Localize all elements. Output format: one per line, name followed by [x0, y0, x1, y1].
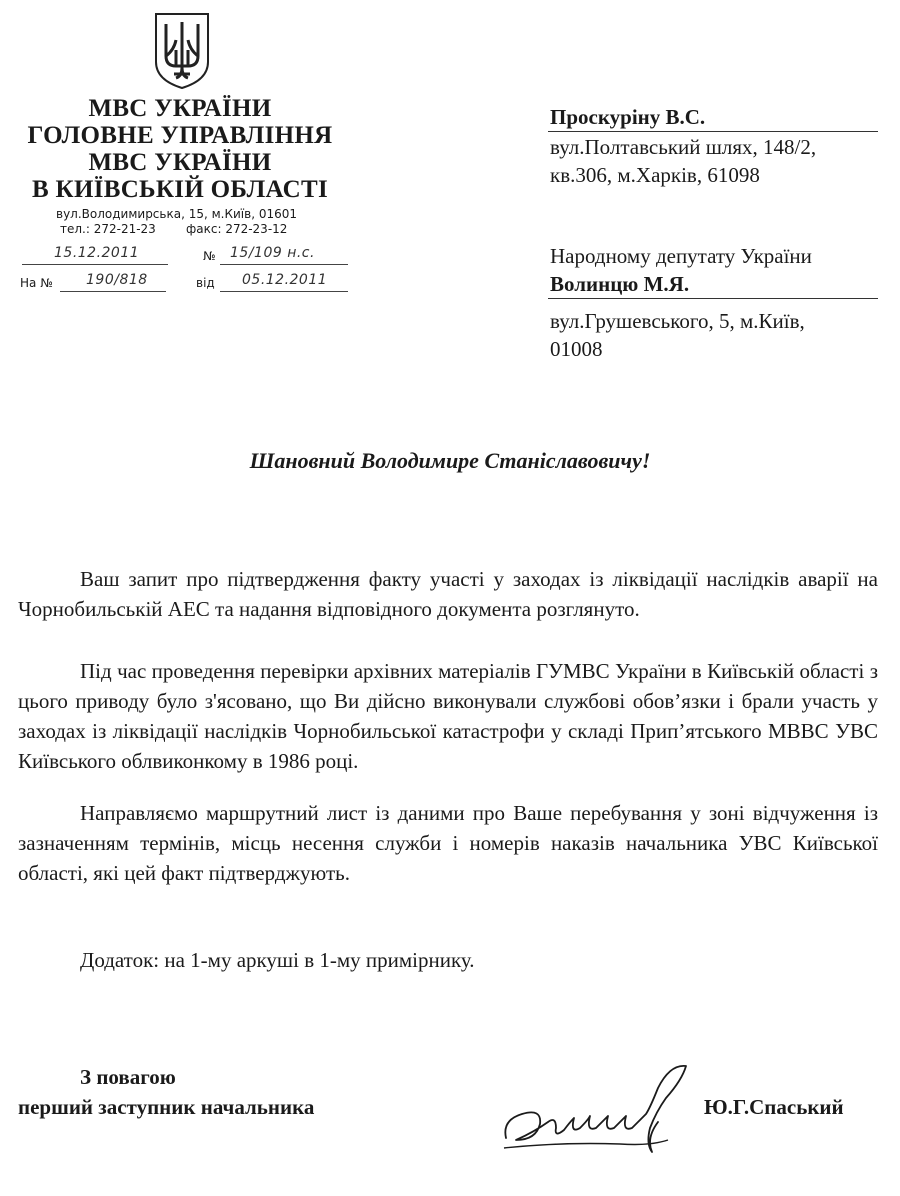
org-line-2: ГОЛОВНЕ УПРАВЛІННЯ	[27, 122, 333, 149]
ref-label: На №	[20, 276, 53, 290]
trident-emblem-icon	[152, 10, 212, 90]
date-field	[22, 244, 168, 265]
number-field	[220, 244, 348, 265]
ref-number: 190/818	[86, 272, 148, 288]
paragraph-2: Під час проведення перевірки архівних матеріалів ГУМВС України в Київській області з цього приводу було з'ясовано, що Ви дійсно виконували службові обов’язки і брали участь у заходах із ліквідації наслідків Чорнобильської катастрофи у складі Прип’ятського МВВС УВС Київського облвиконкому в 1986 році.	[18, 659, 878, 773]
paragraph-3: Направляємо маршрутний лист із даними про Ваше перебування у зоні відчуження із зазначенням термінів, місць несення служби і номерів наказів начальника УВС Київської області, які цей факт підтверджують.	[18, 801, 878, 885]
org-address: вул.Володимирська, 15, м.Київ, 01601	[56, 207, 298, 221]
ref-date: 05.12.2011	[242, 272, 328, 288]
paragraph-1: Ваш запит про підтвердження факту участі у заходах із ліквідації наслідків аварії на Чорнобильській АЕС та надання відповідного документа розглянуто.	[18, 567, 878, 621]
recipient1-address-1: вул.Полтавський шлях, 148/2,	[550, 135, 817, 159]
outgoing-number: 15/109 н.с.	[230, 245, 315, 261]
signatory-name: Ю.Г.Спаський	[704, 1095, 844, 1119]
recipient1-rule	[548, 131, 878, 132]
recipient2-name: Волинцю М.Я.	[550, 272, 690, 296]
ref-number-field	[60, 271, 166, 292]
recipient2-address-2: 01008	[550, 337, 603, 361]
org-line-1: МВС УКРАЇНИ	[88, 95, 272, 122]
recipient2-rule	[548, 298, 878, 299]
handwritten-signature	[500, 1058, 700, 1168]
ref-date-field	[220, 271, 348, 292]
attachment-note: Додаток: на 1-му аркуші в 1-му примірнику.	[80, 948, 475, 972]
outgoing-date: 15.12.2011	[54, 245, 140, 261]
closing-regards: З повагою	[80, 1065, 176, 1089]
ref-date-label: від	[196, 276, 215, 290]
number-label: №	[203, 249, 216, 263]
recipient2-title: Народному депутату України	[550, 244, 812, 268]
org-phone: тел.: 272-21-23	[60, 222, 156, 236]
recipient1-name: Проскуріну В.С.	[550, 105, 706, 129]
org-line-4: В КИЇВСЬКІЙ ОБЛАСТІ	[32, 176, 328, 203]
signatory-position: перший заступник начальника	[18, 1095, 315, 1119]
salutation: Шановний Володимире Станіславовичу!	[249, 448, 651, 473]
org-line-3: МВС УКРАЇНИ	[88, 149, 272, 176]
org-fax: факс: 272-23-12	[186, 222, 288, 236]
recipient1-address-2: кв.306, м.Харків, 61098	[550, 163, 760, 187]
recipient2-address-1: вул.Грушевського, 5, м.Київ,	[550, 309, 805, 333]
